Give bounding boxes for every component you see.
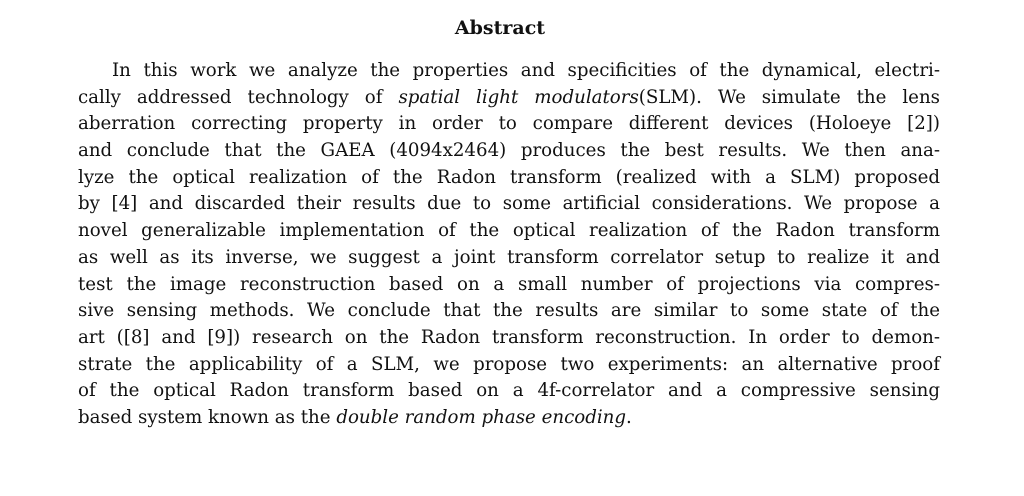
text-segment: (SLM). We simulate the lens: [638, 86, 940, 108]
text-segment: lyze the optical realization of the Radon transform (realized with a SLM) proposed: [78, 166, 940, 188]
abstract-line: [78, 218, 940, 245]
text-segment: test the image reconstruction based on a small number of projections via compres-: [78, 273, 940, 295]
abstract-line: [78, 272, 940, 299]
text-segment: by [4] and discarded their results due to some artificial considerations. We propose a: [78, 193, 940, 215]
text-segment: In this work we analyze the properties and specificities of the dynamical, electri-: [112, 60, 940, 81]
emphasized-text: double random phase encoding: [336, 406, 627, 428]
abstract-body: [78, 58, 940, 432]
abstract-line: [78, 405, 940, 432]
text-segment: .: [626, 406, 632, 428]
text-segment: novel generalizable implementation of the optical realization of the Radon transform: [78, 220, 940, 242]
text-segment: strate the applicability of a SLM, we propose two experiments: an alternative proof: [78, 353, 940, 375]
text-segment: sive sensing methods. We conclude that the results are similar to some state of the: [78, 300, 940, 322]
text-segment: art ([8] and [9]) research on the Radon transform reconstruction. In order to demon-: [78, 326, 940, 348]
emphasized-text: spatial light modulators: [398, 86, 639, 108]
abstract-line: [78, 58, 940, 85]
abstract-line: [78, 325, 940, 352]
abstract-line: [78, 378, 940, 405]
text-segment: cally addressed technology of: [78, 86, 399, 108]
text-segment: based system known as the: [78, 406, 337, 428]
abstract-heading: Abstract: [454, 17, 546, 39]
text-segment: and conclude that the GAEA (4094x2464) produces the best results. We then ana-: [78, 140, 940, 162]
text-segment: aberration correcting property in order to compare different devices (Holoeye [2]): [78, 113, 940, 135]
text-segment: of the optical Radon transform based on a 4f-correlator and a compressive sensing: [78, 380, 940, 402]
abstract-line: [78, 111, 940, 138]
abstract-line: [78, 245, 940, 272]
text-segment: as well as its inverse, we suggest a joint transform correlator setup to realize it and: [78, 246, 940, 268]
abstract-line: [78, 138, 940, 165]
abstract-line: [78, 191, 940, 218]
abstract-line: [78, 85, 940, 112]
abstract-line: [78, 298, 940, 325]
abstract-line: [78, 165, 940, 192]
abstract-line: [78, 352, 940, 379]
